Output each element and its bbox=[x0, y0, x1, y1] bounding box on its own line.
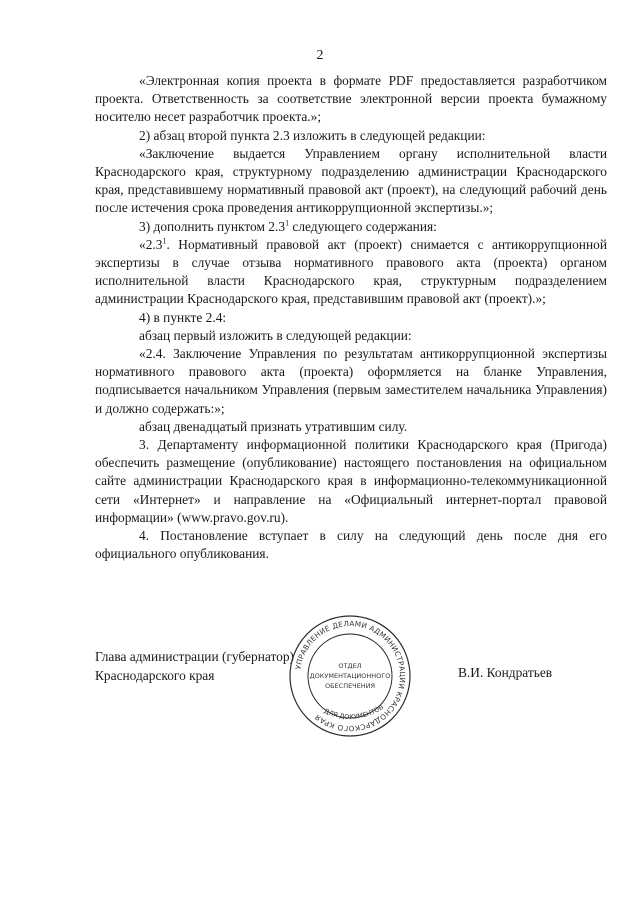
signature-position-line2: Краснодарского края bbox=[95, 667, 215, 683]
page-number: 2 bbox=[316, 48, 324, 63]
paragraph-first-abzac: абзац первый изложить в следующей редакции: bbox=[139, 327, 412, 343]
stamp-ring-text: УПРАВЛЕНИЕ ДЕЛАМИ АДМИНИСТРАЦИИ КРАСНОДАРСКОГО КРАЯ bbox=[293, 618, 408, 734]
paragraph-pdf-copy: «Электронная копия проекта в формате PDF предоставляется разработчиком проекта. Ответственность за соответствие электронной версии проекта бумажному носителю несет разработчик проекта.»; bbox=[95, 73, 607, 125]
paragraph-2-3-1: «$2.3^1$. Нормативный правовой акт (проект) снимается с антикоррупционной экспертизы в случае отзыва нормативного правового акта (проекта) органом исполнительной власти Краснодарского края, структурным подразделением администрации Краснодарского края, представившим правовой акт (проект).»; bbox=[95, 236, 607, 307]
paragraph-item-3: 3) дополнить пунктом $2.3^1$ следующего содержания: bbox=[139, 218, 437, 234]
stamp-bottom-text: ДЛЯ ДОКУМЕНТОВ bbox=[322, 703, 385, 722]
stamp-center-line1: ОТДЕЛ bbox=[338, 662, 362, 670]
signature-position bbox=[95, 648, 294, 685]
signer-name: В.И. Кондратьев bbox=[458, 665, 553, 680]
paragraph-2-4: «2.4. Заключение Управления по результатам антикоррупционной экспертизы нормативного правового акта (проекта) оформляется на бланке Управления, подписывается начальником Управления (первым заместителем начальника Управления) и должно содержать:»; bbox=[95, 346, 607, 416]
signature-position-line1: Глава администрации (губернатор) bbox=[95, 649, 295, 664]
stamp-center-line2: ДОКУМЕНТАЦИОННОГО bbox=[309, 672, 391, 680]
stamp-center-line3: ОБЕСПЕЧЕНИЯ bbox=[324, 682, 376, 690]
official-stamp bbox=[286, 612, 414, 740]
document-body bbox=[95, 72, 607, 563]
paragraph-conclusion: «Заключение выдается Управлением органу исполнительной власти Краснодарского края, структурному подразделению администрации Краснодарского края, представившему нормативный правовой акт (проект), на следующий рабочий день после истечения срока проведения антикоррупционной экспертизы.»; bbox=[95, 145, 607, 216]
paragraph-department: 3. Департаменту информационной политики Краснодарского края (Пригода) обеспечить размещение (опубликование) настоящего постановления на официальном сайте администрации Краснодарского края в информационно-телекоммуникационной сети «Интернет» и направление на «Официальный интернет-портал правовой информации» (www.pravo.gov.ru). bbox=[95, 437, 607, 525]
paragraph-twelfth-abzac: абзац двенадцатый признать утратившим силу. bbox=[139, 418, 408, 434]
paragraph-effective: 4. Постановление вступает в силу на следующий день после дня его официального опубликования. bbox=[95, 528, 607, 562]
paragraph-item-2: 2) абзац второй пункта 2.3 изложить в следующей редакции: bbox=[139, 127, 486, 143]
paragraph-item-4: 4) в пункте 2.4: bbox=[139, 309, 227, 325]
